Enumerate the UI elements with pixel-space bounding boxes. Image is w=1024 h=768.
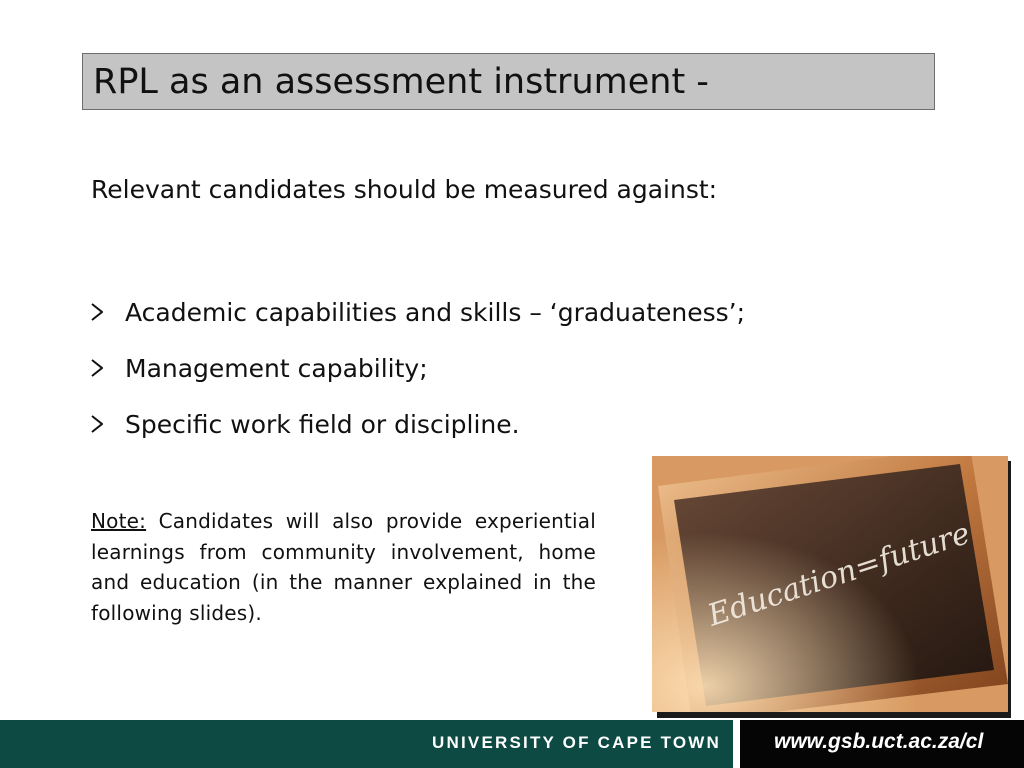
arrow-bullet-icon bbox=[91, 359, 103, 377]
intro-text: Relevant candidates should be measured against: bbox=[91, 175, 718, 204]
bullet-item bbox=[91, 396, 745, 452]
bullet-text: Management capability; bbox=[125, 353, 428, 383]
bullet-text: Specific work field or discipline. bbox=[125, 409, 520, 439]
bullet-text: Academic capabilities and skills – ‘graduateness’; bbox=[125, 297, 746, 327]
bullet-item bbox=[91, 284, 745, 340]
bullet-item bbox=[91, 340, 745, 396]
note-label: Note: bbox=[91, 509, 147, 533]
institution-name: UNIVERSITY OF CAPE TOWN bbox=[432, 733, 721, 752]
note-paragraph bbox=[91, 506, 596, 628]
chalkboard-illustration bbox=[652, 456, 1008, 712]
arrow-bullet-icon bbox=[91, 303, 103, 321]
slide-title-box bbox=[82, 53, 935, 110]
footer-bar bbox=[0, 720, 1024, 768]
arrow-bullet-icon bbox=[91, 415, 103, 433]
footer-url-panel bbox=[740, 720, 1024, 768]
chalk-text: Education=future bbox=[703, 515, 975, 634]
website-url: www.gsb.uct.ac.za/cl bbox=[774, 730, 984, 753]
chalkboard-photo bbox=[652, 456, 1008, 712]
footer-institution-panel bbox=[0, 720, 733, 768]
slide-title: RPL as an assessment instrument - bbox=[93, 62, 709, 102]
bullet-list bbox=[91, 284, 745, 452]
note-text: Candidates will also provide experiential learnings from community involvement, home and education (in the manner explained in the following slides). bbox=[91, 509, 596, 625]
